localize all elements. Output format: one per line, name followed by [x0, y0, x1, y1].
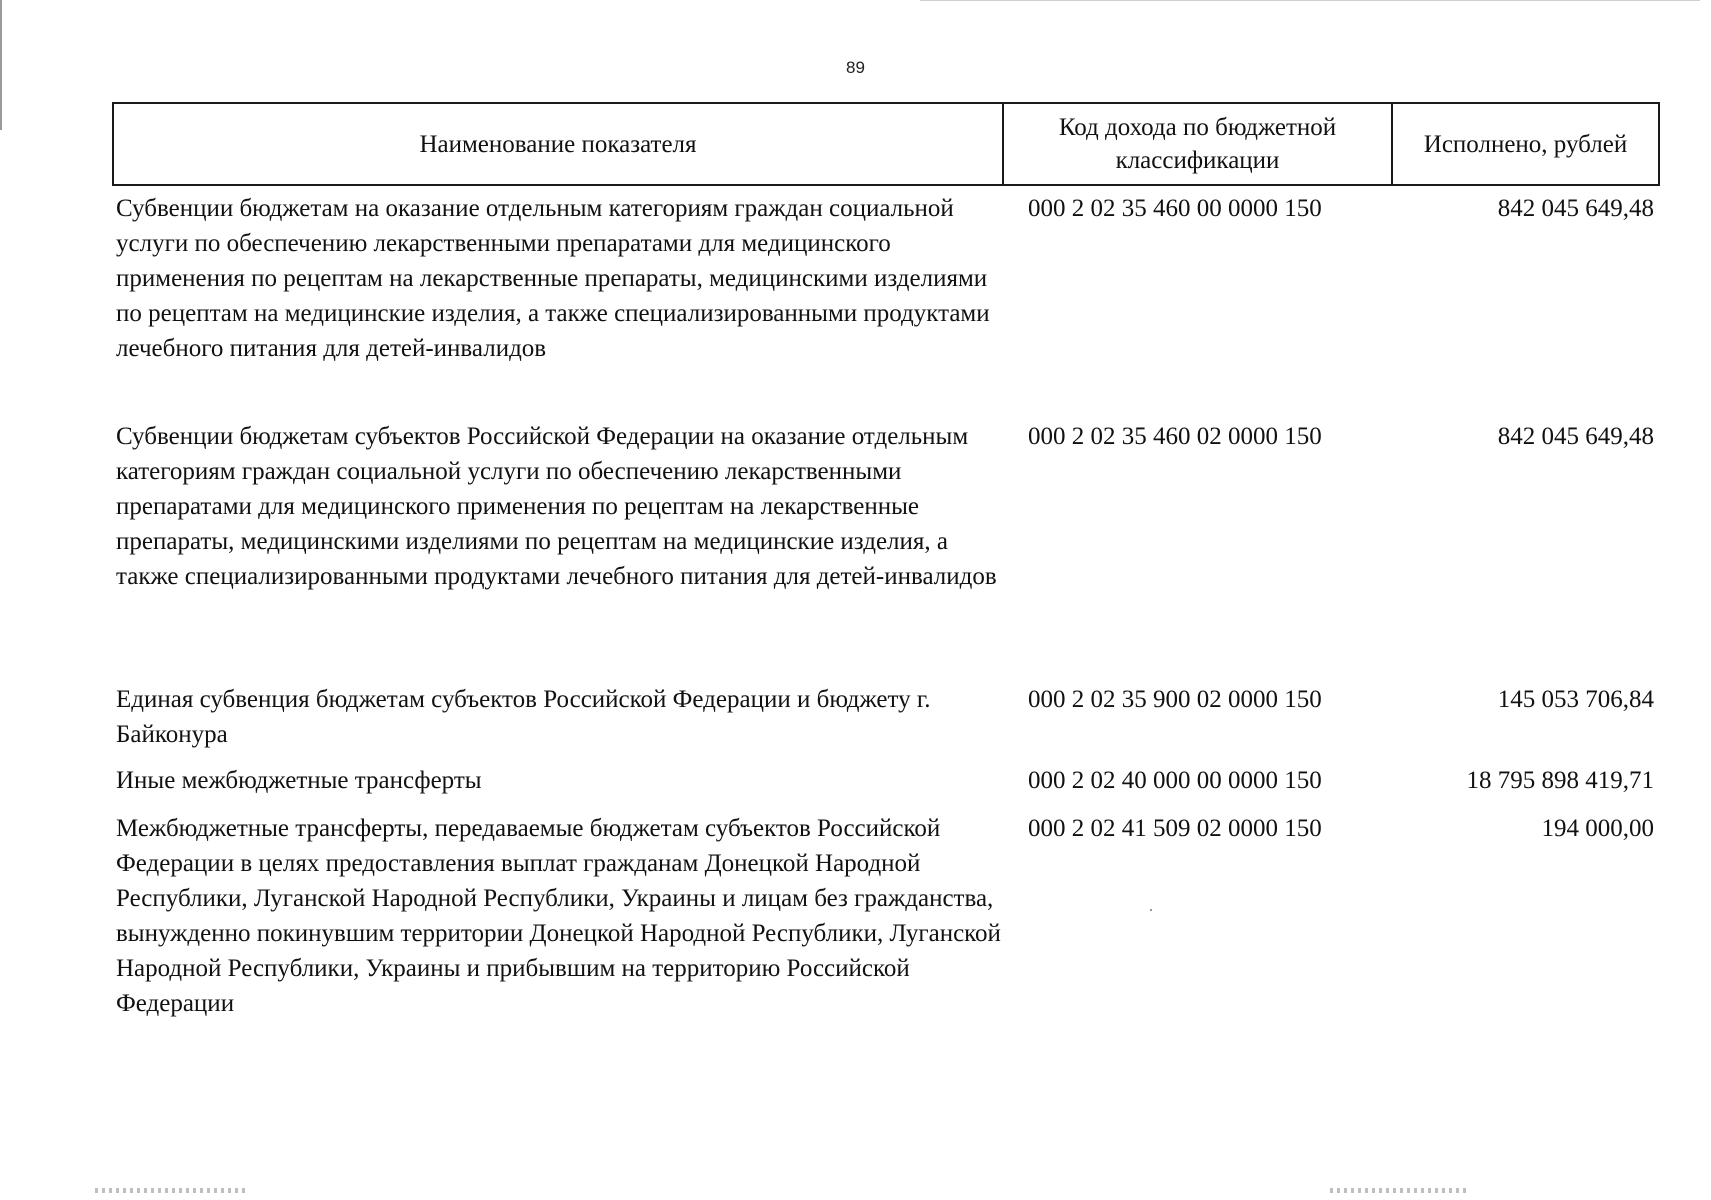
row-executed-sum: 18 795 898 419,71	[1466, 767, 1654, 794]
header-executed-sum: Исполнено, рублей	[1423, 130, 1628, 158]
scan-artifact-noise	[95, 1188, 245, 1193]
row-income-code: 000 2 02 35 900 02 0000 150	[1028, 686, 1322, 713]
row-indicator-name: Иные межбюджетные трансферты	[116, 767, 482, 794]
row-executed-sum: 842 045 649,48	[1497, 195, 1654, 222]
scan-artifact-noise	[1330, 1188, 1470, 1193]
row-executed-sum: 145 053 706,84	[1497, 686, 1654, 713]
scan-edge-top	[920, 0, 1700, 1]
scan-artifact-dot	[1150, 909, 1152, 911]
row-indicator-name: Межбюджетные трансферты, передаваемые бюджетам субъектов Российской Федерации в целях предоставления выплат гражданам Донецкой Народной Республики, Луганской Народной Республики, Украины и лицам без гражданства, вынужденно покинувшим территории Донецкой Народной Республики, Луганской Народной Республики, Украины и прибывшим на территорию Российской Федерации	[116, 815, 1001, 1017]
row-executed-sum: 842 045 649,48	[1497, 423, 1654, 450]
row-income-code: 000 2 02 35 460 00 0000 150	[1028, 195, 1322, 222]
row-executed-sum: 194 000,00	[1541, 815, 1654, 842]
row-income-code: 000 2 02 35 460 02 0000 150	[1028, 423, 1322, 450]
row-income-code: 000 2 02 41 509 02 0000 150	[1028, 815, 1322, 842]
row-indicator-name: Субвенции бюджетам на оказание отдельным категориям граждан социальной услуги по обеспечению лекарственными препаратами для медицинского применения по рецептам на лекарственные препараты, медицинскими изделиями по рецептам на медицинские изделия, а также специализированными продуктами лечебного питания для детей-инвалидов	[116, 195, 990, 362]
table-header	[112, 102, 1660, 186]
row-indicator-name: Единая субвенция бюджетам субъектов Российской Федерации и бюджету г. Байконура	[116, 686, 931, 748]
row-income-code: 000 2 02 40 000 00 0000 150	[1028, 767, 1322, 794]
row-indicator-name: Субвенции бюджетам субъектов Российской Федерации на оказание отдельным категориям граждан социальной услуги по обеспечению лекарственными препаратами для медицинского применения по рецептам на лекарственные препараты, медицинскими изделиями по рецептам на медицинские изделия, а также специализированными продуктами лечебного питания для детей-инвалидов	[116, 423, 997, 590]
header-indicator-name: Наименование показателя	[114, 104, 1004, 184]
header-income-code: Код дохода по бюджетной классификации	[1004, 104, 1393, 184]
page-number: 89	[846, 58, 865, 77]
